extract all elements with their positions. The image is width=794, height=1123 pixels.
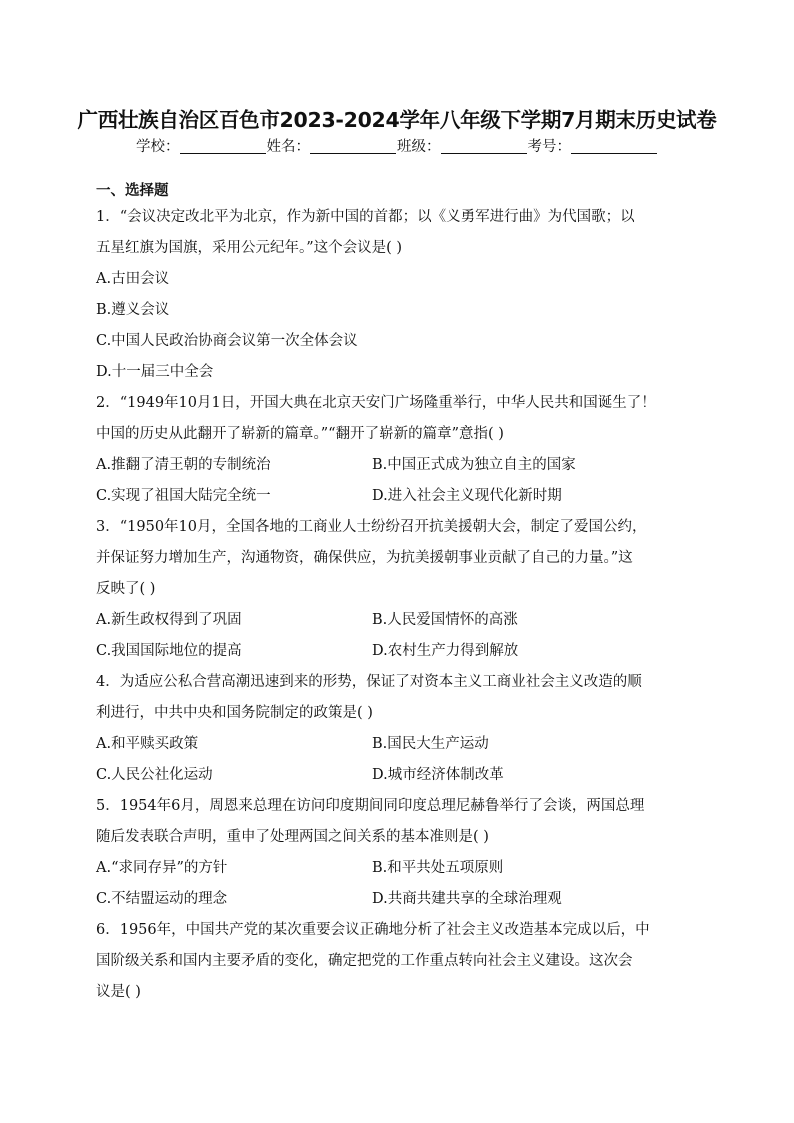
exam-content (96, 180, 700, 1008)
option-b: B.国民大生产运动 (372, 736, 489, 752)
question-1 (96, 202, 700, 388)
option-row (96, 481, 700, 512)
question-text-line: 并保证努力增加生产，沟通物资，确保供应，为抗美援朝事业贡献了自己的力量。”这 (96, 550, 633, 566)
option-a: A.推翻了清王朝的专制统治 (96, 457, 271, 473)
class-blank[interactable] (441, 139, 527, 154)
option-row (96, 636, 700, 667)
option-a: A.古田会议 (96, 271, 170, 287)
option-a: A.和平赎买政策 (96, 736, 199, 752)
question-6 (96, 915, 700, 1008)
question-text-line: 3．“1950年10月，全国各地的工商业人士纷纷召开抗美援朝大会，制定了爱国公约， (96, 519, 647, 535)
page-title: 广西壮族自治区百色市2023-2024学年八年级下学期7月期末历史试卷 (77, 108, 717, 132)
question-text-line: 4．为适应公私合营高潮迅速到来的形势，保证了对资本主义工商业社会主义改造的顺 (96, 674, 642, 690)
option-c: C.不结盟运动的理念 (96, 891, 228, 907)
question-text-line: 随后发表联合声明，重申了处理两国之间关系的基本准则是( ) (96, 829, 489, 845)
question-text-line: 5．1954年6月，周恩来总理在访问印度期间同印度总理尼赫鲁举行了会谈，两国总理 (96, 798, 645, 814)
student-info-line (0, 135, 794, 156)
question-text-line: 6．1956年，中国共产党的某次重要会议正确地分析了社会主义改造基本完成以后，中 (96, 922, 650, 938)
option-a: A.“求同存异”的方针 (96, 860, 228, 876)
question-text-line: 1．“会议决定改北平为北京，作为新中国的首都；以《义勇军进行曲》为代国歌；以 (96, 209, 635, 225)
option-row (96, 729, 700, 760)
name-blank[interactable] (310, 139, 396, 154)
question-5 (96, 791, 700, 915)
option-c: C.中国人民政治协商会议第一次全体会议 (96, 333, 358, 349)
question-text-line: 利进行，中共中央和国务院制定的政策是( ) (96, 705, 373, 721)
option-d: D.城市经济体制改革 (372, 767, 504, 783)
option-row (96, 884, 700, 915)
option-b: B.和平共处五项原则 (372, 860, 504, 876)
question-text-line: 议是( ) (96, 984, 141, 1000)
option-b: B.中国正式成为独立自主的国家 (372, 457, 576, 473)
school-blank[interactable] (180, 139, 266, 154)
question-text-line: 2．“1949年10月1日，开国大典在北京天安门广场隆重举行，中华人民共和国诞生了！ (96, 395, 656, 411)
question-3 (96, 512, 700, 667)
option-d: D.十一届三中全会 (96, 364, 214, 380)
option-row (96, 605, 700, 636)
option-c: C.实现了祖国大陆完全统一 (96, 488, 271, 504)
option-d: D.进入社会主义现代化新时期 (372, 488, 562, 504)
option-d: D.农村生产力得到解放 (372, 643, 519, 659)
option-a: A.新生政权得到了巩固 (96, 612, 242, 628)
question-2 (96, 388, 700, 512)
name-label: 姓名： (266, 139, 310, 155)
number-blank[interactable] (571, 139, 657, 154)
number-label: 考号： (527, 139, 571, 155)
question-text-line: 五星红旗为国旗，采用公元纪年。”这个会议是( ) (96, 240, 403, 256)
question-text-line: 反映了( ) (96, 581, 156, 597)
option-row (96, 450, 700, 481)
option-b: B.人民爱国情怀的高涨 (372, 612, 518, 628)
question-text-line: 国阶级关系和国内主要矛盾的变化，确定把党的工作重点转向社会主义建设。这次会 (96, 953, 633, 969)
option-row (96, 760, 700, 791)
option-c: C.人民公社化运动 (96, 767, 213, 783)
option-row (96, 853, 700, 884)
section-heading: 一、选择题 (96, 183, 169, 199)
question-text-line: 中国的历史从此翻开了崭新的篇章。”“翻开了崭新的篇章”意指( ) (96, 426, 504, 442)
option-b: B.遵义会议 (96, 302, 170, 318)
option-c: C.我国国际地位的提高 (96, 643, 242, 659)
school-label: 学校： (136, 139, 180, 155)
question-4 (96, 667, 700, 791)
option-d: D.共商共建共享的全球治理观 (372, 891, 562, 907)
class-label: 班级： (397, 139, 441, 155)
